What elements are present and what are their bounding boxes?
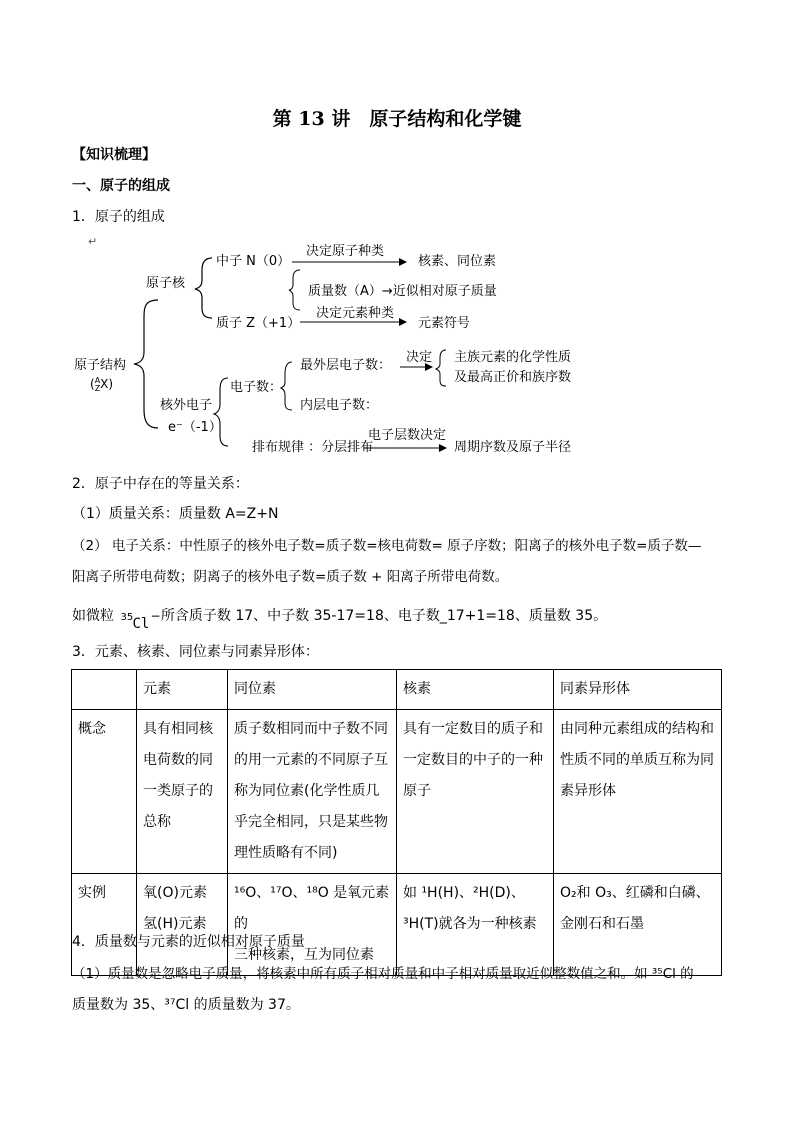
label-electron-charge: e⁻（-1）	[168, 420, 222, 435]
page-title: 第 13 讲 原子结构和化学键	[272, 108, 522, 130]
label-nuclide-isotope: 核素、同位素	[418, 254, 497, 269]
label-element-symbol: 元素符号	[418, 316, 471, 331]
label-atom-structure: 原子结构	[74, 358, 127, 373]
label-extranuclear: 核外电子	[160, 398, 213, 413]
table-cell: 具有一定数目的质子和一定数目的中子的一种原子	[397, 710, 554, 874]
section-tag: 【知识梳理】	[72, 147, 156, 163]
label-inner-electrons: 内层电子数：	[300, 398, 379, 413]
label-arrangement: 排布规律 ：分层排布	[252, 440, 374, 455]
label-highest-valence: 及最高正价和族序数	[454, 370, 572, 385]
mass-number-line2: 质量数为 35、³⁷Cl 的质量数为 37。	[72, 997, 300, 1013]
comparison-table	[71, 669, 722, 976]
electron-relation-line1: （2） 电子关系：中性原子的核外电子数=质子数=核电荷数= 原子序数；阳离子的核外电子数=质子数—	[72, 538, 702, 554]
label-nucleus: 原子核	[146, 276, 186, 291]
label-decide-species: 决定原子种类	[306, 244, 385, 259]
label-main-group-property: 主族元素的化学性质	[454, 350, 572, 365]
table-cell: 如 ¹H(H)、²H(D)、 ³H(T)就各为一种核素	[397, 874, 554, 976]
table-cell: 实例	[72, 874, 137, 976]
label-decide: 决定	[406, 350, 433, 365]
table-cell: 氧(O)元素 氢(H)元素	[137, 874, 228, 976]
subheading-4: 4．质量数与元素的近似相对原子质量	[72, 934, 305, 950]
table-cell: 概念	[72, 710, 137, 874]
mass-relation: （1）质量关系：质量数 A=Z+N	[72, 506, 279, 522]
label-outer-electrons: 最外层电子数：	[300, 358, 392, 373]
table-header: 同素异形体	[554, 670, 722, 710]
table-header: 同位素	[228, 670, 397, 710]
brace-mass	[289, 270, 300, 310]
atom-structure-diagram	[0, 0, 794, 480]
brace-nucleus	[195, 258, 212, 318]
return-mark: ↵	[88, 235, 98, 248]
brace-atom	[134, 300, 158, 428]
table-row	[72, 710, 722, 874]
table-cell: O₂和 O₃、红磷和白磷、 金刚石和石墨	[554, 874, 722, 976]
table-header: 核素	[397, 670, 554, 710]
label-electron-count: 电子数：	[230, 380, 283, 395]
table-cell: ¹⁶O、¹⁷O、¹⁸O 是氧元素的 三种核素，互为同位素	[228, 874, 397, 976]
label-decide-element: 决定元素种类	[316, 306, 395, 321]
brace-electron-count	[281, 362, 292, 410]
mass-number-line1: （1）质量数是忽略电子质量，将核素中所有质子相对质量和中子相对质量取近似整数值之和。如 ³⁵Cl 的	[72, 966, 694, 982]
table-row	[72, 874, 722, 976]
table-header: 元素	[137, 670, 228, 710]
label-atom-symbol: ( A Z X)	[90, 375, 114, 393]
label-proton: 质子 Z（+1）	[216, 316, 301, 331]
electron-relation-line2: 阳离子所带电荷数；阴离子的核外电子数=质子数 + 阳离子所带电荷数。	[72, 569, 509, 585]
table-header-row	[72, 670, 722, 710]
table-header	[72, 670, 137, 710]
label-shell-decides: 电子层数决定	[368, 428, 447, 443]
example-particle: 如微粒 35 Cl − 所含质子数 17、中子数 35-17=18、电子数_17+1=18、质量数 35。	[72, 608, 608, 632]
table-cell: 具有相同核电荷数的同一类原子的总称	[137, 710, 228, 874]
subheading-3: 3．元素、核素、同位素与同素异形体：	[72, 644, 319, 660]
subheading-2: 2．原子中存在的等量关系：	[72, 476, 249, 492]
subheading-1: 1．原子的组成	[72, 209, 165, 225]
heading-atom-composition: 一、原子的组成	[72, 178, 170, 194]
brace-decide	[436, 350, 446, 386]
label-mass-number: 质量数（A）→近似相对原子质量	[308, 284, 497, 299]
label-neutron: 中子 N（0）	[216, 254, 291, 269]
label-period-radius: 周期序数及原子半径	[454, 440, 572, 455]
table-cell: 由同种元素组成的结构和性质不同的单质互称为同素异形体	[554, 710, 722, 874]
table-cell: 质子数相同而中子数不同的用一元素的不同原子互称为同位素(化学性质几乎完全相同，只是某些物理性质略有不同)	[228, 710, 397, 874]
